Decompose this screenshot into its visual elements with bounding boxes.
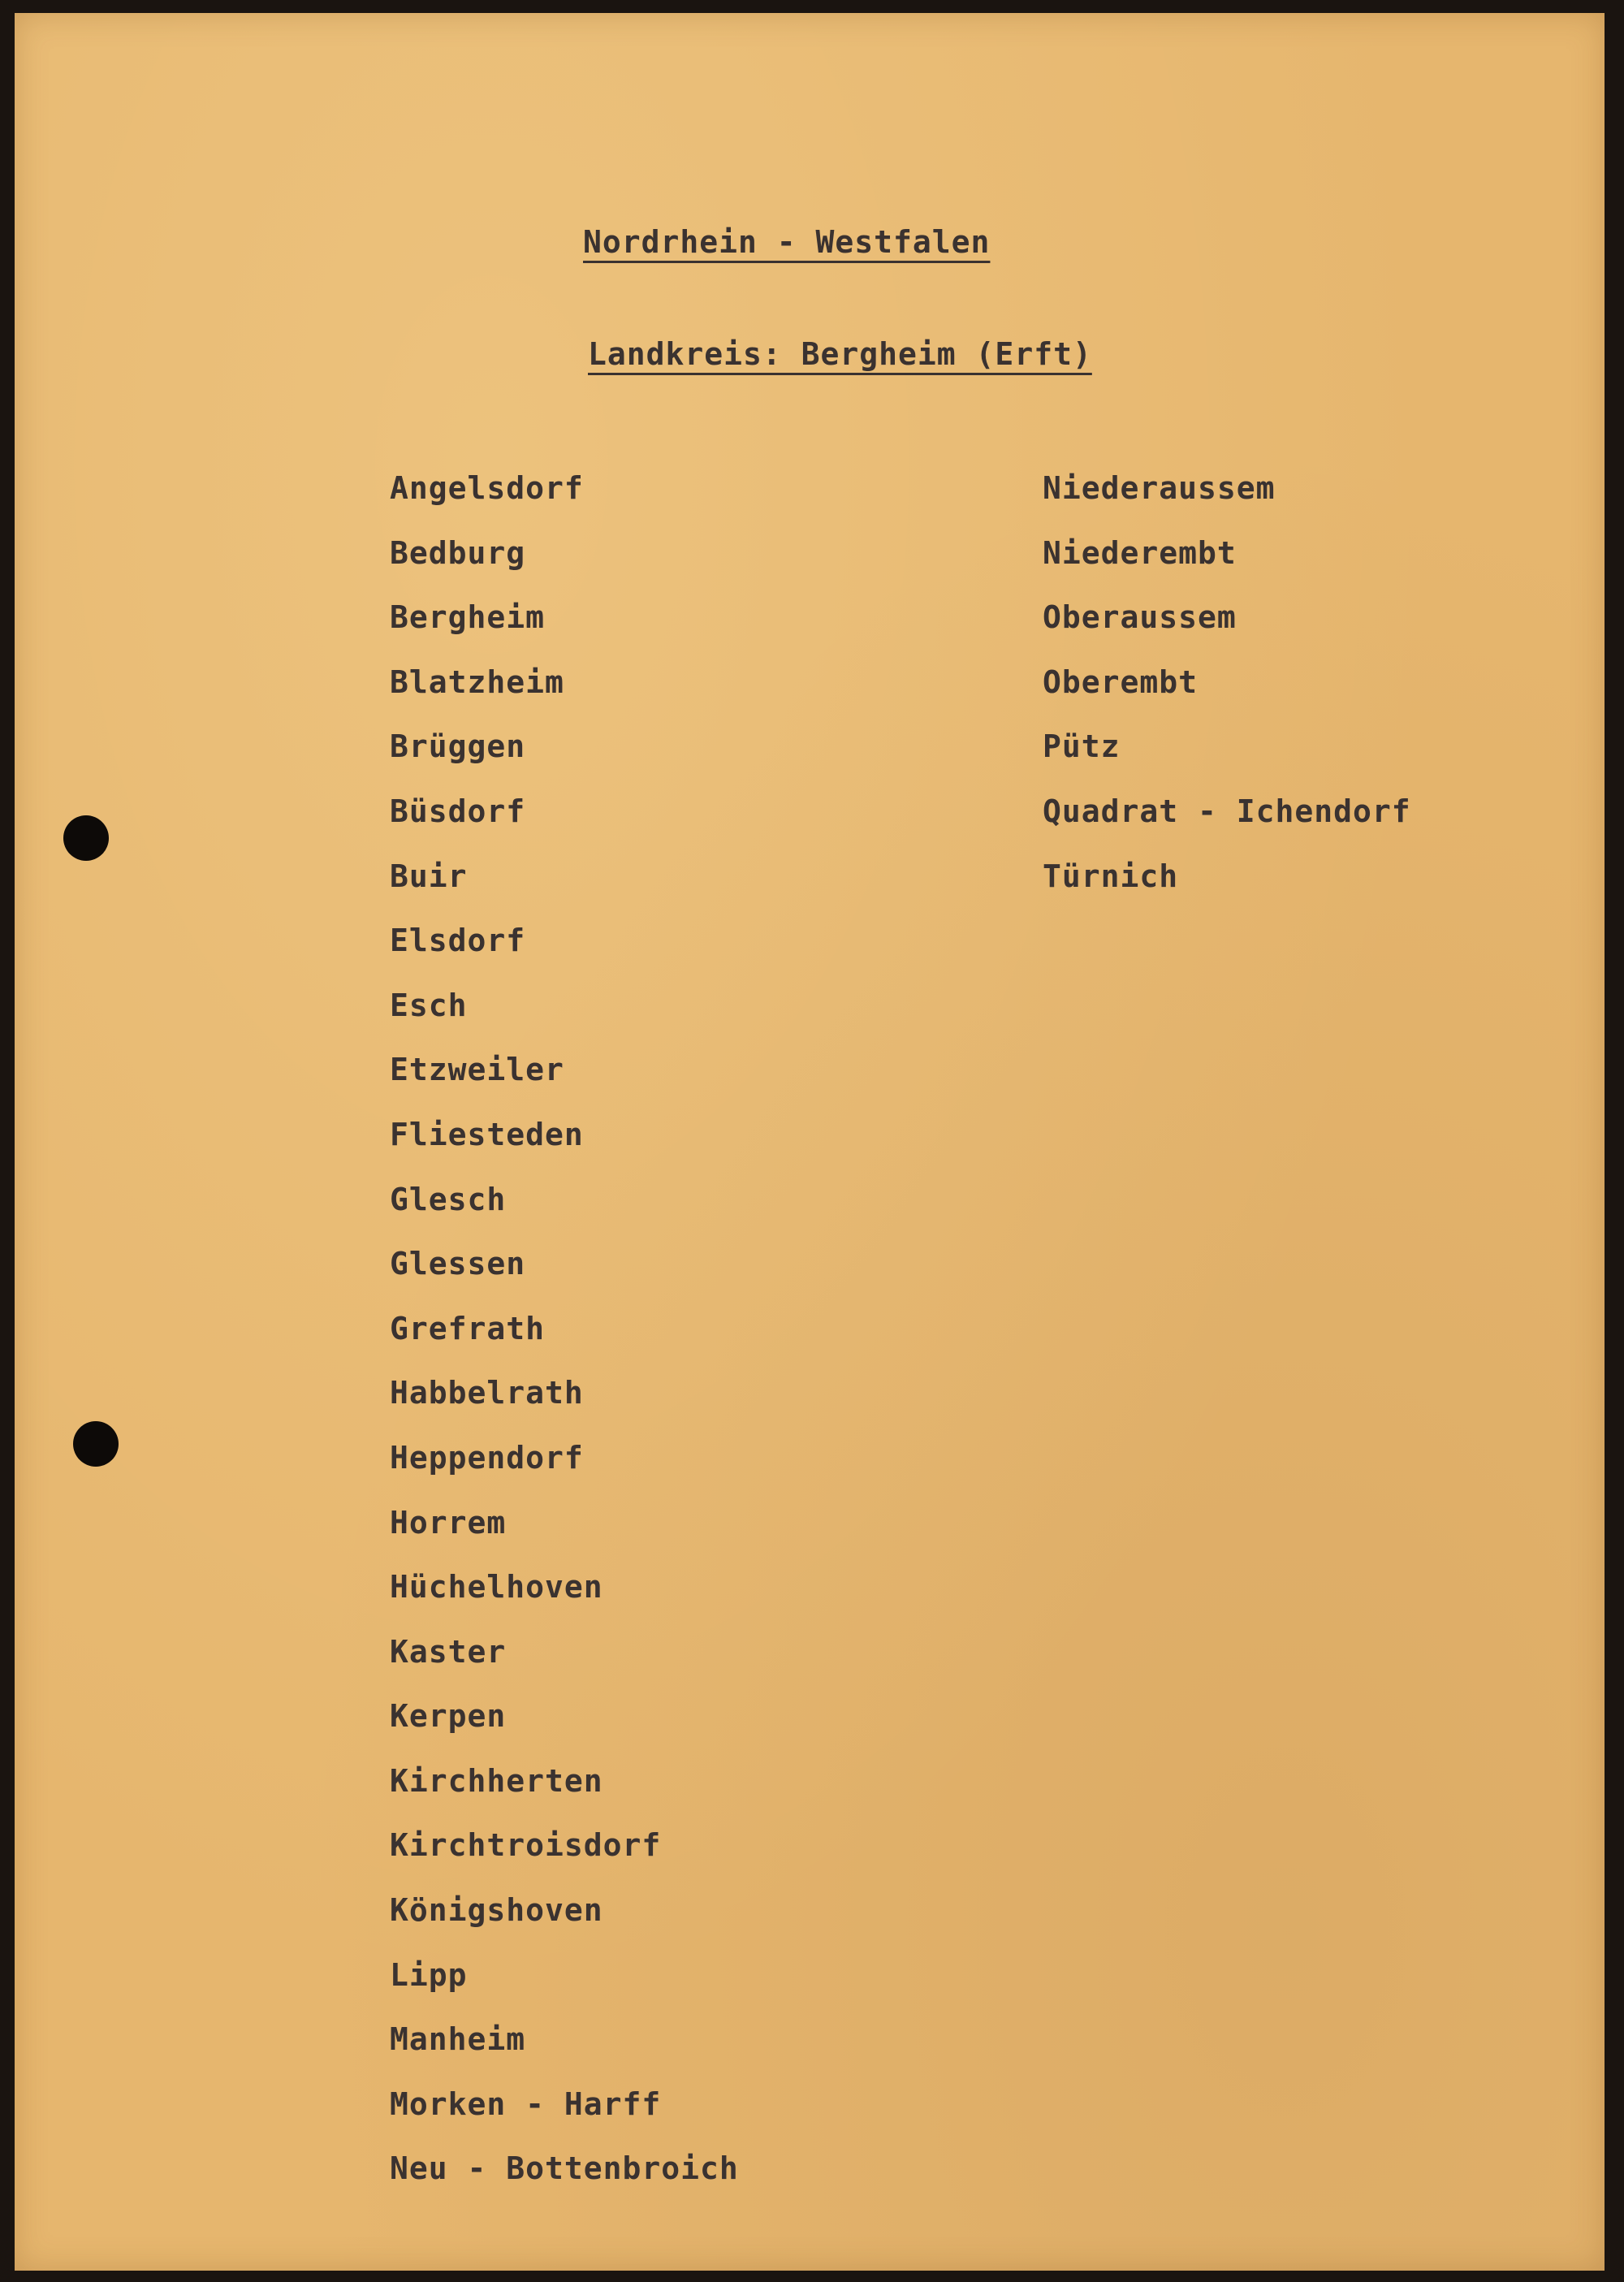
place-name: Manheim bbox=[390, 2021, 526, 2058]
place-name: Heppendorf bbox=[390, 1439, 584, 1476]
place-name: Königshoven bbox=[390, 1892, 603, 1929]
document-page bbox=[15, 13, 1605, 2271]
place-name: Etzweiler bbox=[390, 1052, 564, 1088]
place-name: Grefrath bbox=[390, 1310, 546, 1346]
place-name: Esch bbox=[390, 987, 468, 1023]
place-name: Hüchelhoven bbox=[390, 1569, 603, 1606]
punch-hole-top bbox=[63, 815, 109, 861]
place-name: Oberembt bbox=[1043, 663, 1199, 700]
place-name: Kaster bbox=[390, 1633, 507, 1670]
place-name: Blatzheim bbox=[390, 663, 564, 700]
punch-hole-bottom bbox=[73, 1421, 119, 1467]
place-name: Pütz bbox=[1043, 728, 1121, 765]
place-name: Brüggen bbox=[390, 728, 526, 765]
place-name: Türnich bbox=[1043, 858, 1179, 894]
place-name: Glessen bbox=[390, 1246, 526, 1282]
right-column-list bbox=[1043, 468, 1411, 920]
place-name: Niederembt bbox=[1043, 534, 1237, 571]
place-name: Angelsdorf bbox=[390, 470, 584, 506]
place-name: Glesch bbox=[390, 1181, 507, 1217]
place-name: Niederaussem bbox=[1043, 470, 1276, 506]
left-column-list bbox=[390, 468, 739, 2213]
state-heading: Nordrhein - Westfalen bbox=[583, 224, 991, 260]
place-name: Quadrat - Ichendorf bbox=[1043, 793, 1411, 829]
place-name: Bedburg bbox=[390, 534, 526, 571]
place-name: Büsdorf bbox=[390, 793, 526, 829]
place-name: Habbelrath bbox=[390, 1375, 584, 1411]
place-name: Elsdorf bbox=[390, 923, 526, 959]
place-name: Oberaussem bbox=[1043, 599, 1237, 636]
place-name: Kerpen bbox=[390, 1698, 507, 1735]
place-name: Morken - Harff bbox=[390, 2085, 662, 2122]
place-name: Neu - Bottenbroich bbox=[390, 2150, 739, 2187]
district-heading: Landkreis: Bergheim (Erft) bbox=[588, 336, 1092, 372]
place-name: Kirchherten bbox=[390, 1762, 603, 1799]
place-name: Bergheim bbox=[390, 599, 546, 636]
place-name: Kirchtroisdorf bbox=[390, 1827, 662, 1864]
place-name: Fliesteden bbox=[390, 1116, 584, 1152]
place-name: Buir bbox=[390, 858, 468, 894]
place-name: Lipp bbox=[390, 1956, 468, 1993]
place-name: Horrem bbox=[390, 1504, 507, 1541]
